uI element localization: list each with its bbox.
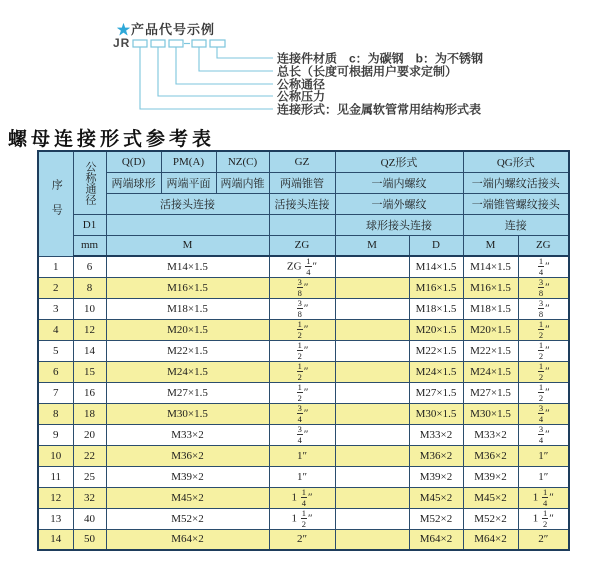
cell-qz_d: M18×1.5 [409, 298, 463, 319]
cell-qz_m [335, 424, 409, 445]
cell-qg_m: M20×1.5 [463, 319, 518, 340]
leader-line-length [199, 47, 273, 71]
table-title: 螺母连接形式参考表 [8, 129, 216, 150]
header-union-conn-2: 活接头连接 [269, 193, 335, 214]
cell-qg_zg: $\frac{1}{4}$ ″ [518, 256, 569, 277]
header-col-qz-m: M [335, 235, 409, 256]
header-group-nzc: NZ(C) [216, 151, 269, 172]
cell-qg_zg: $\frac{3}{8}$ ″ [518, 298, 569, 319]
table-row [38, 403, 569, 424]
cell-qz_d: M27×1.5 [409, 382, 463, 403]
cell-qz_m [335, 298, 409, 319]
cell-qg_zg: $\frac{3}{8}$ ″ [518, 277, 569, 298]
cell-no: 4 [38, 319, 73, 340]
cell-m: M30×1.5 [106, 403, 269, 424]
leader-line-diameter [176, 47, 273, 84]
header-qd-desc: 两端球形 [106, 172, 161, 193]
cell-qz_d: M30×1.5 [409, 403, 463, 424]
table-row [38, 529, 569, 550]
cell-dn: 50 [73, 529, 106, 550]
cell-qg_m: M14×1.5 [463, 256, 518, 277]
cell-qz_m [335, 319, 409, 340]
header-qz-desc2: 一端外螺纹 [335, 193, 463, 214]
cell-qz_d: M45×2 [409, 487, 463, 508]
cell-no: 12 [38, 487, 73, 508]
cell-qg_m: M22×1.5 [463, 340, 518, 361]
cell-qz_d: M64×2 [409, 529, 463, 550]
table-row [38, 466, 569, 487]
table-header [38, 151, 569, 256]
code-box-4 [192, 40, 206, 47]
cell-no: 11 [38, 466, 73, 487]
header-nominal-dia: 公称通径 [73, 151, 106, 214]
header-col-qg-m: M [463, 235, 518, 256]
code-box-5 [210, 40, 225, 47]
cell-dn: 8 [73, 277, 106, 298]
header-group-qz: QZ形式 [335, 151, 463, 172]
table-row [38, 256, 569, 277]
label-connection-form: 连接形式：见金属软管常用结构形式表 [277, 102, 482, 117]
header-col-qz-d: D [409, 235, 463, 256]
header-blank-zg [269, 214, 335, 235]
cell-m: M18×1.5 [106, 298, 269, 319]
cell-dn: 32 [73, 487, 106, 508]
cell-qg_zg: $\frac{1}{2}$ ″ [518, 319, 569, 340]
cell-qg_m: M33×2 [463, 424, 518, 445]
cell-qg_m: M36×2 [463, 445, 518, 466]
cell-qg_zg: $\frac{3}{4}$ ″ [518, 424, 569, 445]
header-col-zg: ZG [269, 235, 335, 256]
cell-qg_zg: $\frac{1}{2}$ ″ [518, 361, 569, 382]
table-row [38, 319, 569, 340]
table-row [38, 361, 569, 382]
cell-no: 10 [38, 445, 73, 466]
cell-qg_zg: 1 $\frac{1}{2}$ ″ [518, 508, 569, 529]
cell-zg: 1 $\frac{1}{2}$ ″ [269, 508, 335, 529]
cell-m: M45×2 [106, 487, 269, 508]
cell-qz_m [335, 403, 409, 424]
cell-dn: 40 [73, 508, 106, 529]
cell-zg: $\frac{3}{4}$ ″ [269, 424, 335, 445]
cell-no: 9 [38, 424, 73, 445]
table-row [38, 424, 569, 445]
cell-qg_zg: 2″ [518, 529, 569, 550]
cell-qg_m: M27×1.5 [463, 382, 518, 403]
cell-no: 7 [38, 382, 73, 403]
cell-qz_m [335, 466, 409, 487]
header-blank-m [106, 214, 269, 235]
header-group-gz: GZ [269, 151, 335, 172]
code-box-1 [133, 40, 147, 47]
cell-qg_m: M64×2 [463, 529, 518, 550]
cell-qg_zg: 1 $\frac{1}{4}$ ″ [518, 487, 569, 508]
cell-qg_zg: 1″ [518, 445, 569, 466]
cell-qz_d: M14×1.5 [409, 256, 463, 277]
header-qg-desc2: 一端锥管螺纹接头 [463, 193, 569, 214]
cell-qz_m [335, 277, 409, 298]
cell-qg_zg: $\frac{1}{2}$ ″ [518, 340, 569, 361]
cell-zg: $\frac{1}{2}$ ″ [269, 361, 335, 382]
leader-line-form [140, 47, 273, 109]
table-body [38, 256, 569, 550]
label-nominal-diameter: 公称通径 [277, 77, 326, 92]
cell-no: 5 [38, 340, 73, 361]
header-group-qg: QG形式 [463, 151, 569, 172]
header-ball-joint-conn: 球形接头连接 [335, 214, 463, 235]
cell-dn: 14 [73, 340, 106, 361]
cell-dn: 25 [73, 466, 106, 487]
cell-qg_m: M52×2 [463, 508, 518, 529]
header-union-conn-1: 活接头连接 [106, 193, 269, 214]
label-connector-material: 连接件材质 c：为碳钢 b：为不锈钢 [277, 51, 484, 66]
code-prefix: JR [113, 36, 131, 50]
cell-qz_d: M33×2 [409, 424, 463, 445]
cell-qg_m: M24×1.5 [463, 361, 518, 382]
cell-m: M33×2 [106, 424, 269, 445]
cell-zg: ZG $\frac{1}{4}$ ″ [269, 256, 335, 277]
cell-m: M52×2 [106, 508, 269, 529]
header-seq: 序号 [38, 151, 73, 256]
cell-no: 13 [38, 508, 73, 529]
table-row [38, 445, 569, 466]
code-box-2 [151, 40, 165, 47]
table-row [38, 340, 569, 361]
cell-dn: 16 [73, 382, 106, 403]
cell-qg_m: M18×1.5 [463, 298, 518, 319]
cell-qg_zg: $\frac{1}{2}$ ″ [518, 382, 569, 403]
cell-m: M27×1.5 [106, 382, 269, 403]
cell-qz_d: M16×1.5 [409, 277, 463, 298]
cell-zg: $\frac{3}{8}$ ″ [269, 277, 335, 298]
cell-zg: 1 $\frac{1}{4}$ ″ [269, 487, 335, 508]
table-row [38, 382, 569, 403]
nut-connection-table [37, 150, 570, 551]
header-col-m: M [106, 235, 269, 256]
cell-qz_m [335, 445, 409, 466]
cell-qz_d: M24×1.5 [409, 361, 463, 382]
cell-qz_d: M39×2 [409, 466, 463, 487]
star-icon: ★ [117, 22, 132, 37]
label-nominal-pressure: 公称压力 [277, 89, 326, 104]
cell-qg_m: M30×1.5 [463, 403, 518, 424]
cell-no: 2 [38, 277, 73, 298]
header-d1: D1 [73, 214, 106, 235]
cell-no: 8 [38, 403, 73, 424]
cell-m: M14×1.5 [106, 256, 269, 277]
cell-zg: 2″ [269, 529, 335, 550]
cell-qz_m [335, 487, 409, 508]
cell-m: M24×1.5 [106, 361, 269, 382]
cell-m: M20×1.5 [106, 319, 269, 340]
cell-qz_m [335, 508, 409, 529]
cell-zg: 1″ [269, 466, 335, 487]
table-row [38, 298, 569, 319]
cell-no: 14 [38, 529, 73, 550]
cell-m: M22×1.5 [106, 340, 269, 361]
cell-zg: $\frac{3}{8}$ ″ [269, 298, 335, 319]
header-group-qd: Q(D) [106, 151, 161, 172]
cell-qz_d: M22×1.5 [409, 340, 463, 361]
cell-dn: 22 [73, 445, 106, 466]
header-conn: 连接 [463, 214, 569, 235]
cell-dn: 10 [73, 298, 106, 319]
table-row [38, 277, 569, 298]
cell-qg_zg: 1″ [518, 466, 569, 487]
cell-qz_d: M52×2 [409, 508, 463, 529]
cell-qg_m: M16×1.5 [463, 277, 518, 298]
leader-line-material [217, 47, 273, 58]
cell-m: M39×2 [106, 466, 269, 487]
cell-qz_m [335, 340, 409, 361]
cell-zg: $\frac{1}{2}$ ″ [269, 340, 335, 361]
cell-dn: 20 [73, 424, 106, 445]
cell-m: M64×2 [106, 529, 269, 550]
cell-qg_zg: $\frac{3}{4}$ ″ [518, 403, 569, 424]
cell-no: 6 [38, 361, 73, 382]
cell-dn: 6 [73, 256, 106, 277]
cell-qz_m [335, 361, 409, 382]
header-qg-desc: 一端内螺纹活接头 [463, 172, 569, 193]
cell-m: M36×2 [106, 445, 269, 466]
cell-zg: $\frac{1}{2}$ ″ [269, 319, 335, 340]
header-mm: mm [73, 235, 106, 256]
code-boxes [133, 40, 225, 47]
label-total-length: 总长（长度可根据用户要求定制） [277, 64, 458, 79]
cell-qz_m [335, 529, 409, 550]
header-qz-desc: 一端内螺纹 [335, 172, 463, 193]
cell-dn: 12 [73, 319, 106, 340]
cell-qg_m: M45×2 [463, 487, 518, 508]
header-group-pma: PM(A) [161, 151, 216, 172]
cell-qz_d: M36×2 [409, 445, 463, 466]
cell-qz_m [335, 256, 409, 277]
table-row [38, 508, 569, 529]
cell-qg_m: M39×2 [463, 466, 518, 487]
leader-lines [140, 47, 273, 109]
cell-zg: 1″ [269, 445, 335, 466]
cell-qz_d: M20×1.5 [409, 319, 463, 340]
cell-dn: 15 [73, 361, 106, 382]
header-pma-desc: 两端平面 [161, 172, 216, 193]
cell-zg: $\frac{3}{4}$ ″ [269, 403, 335, 424]
table-row [38, 487, 569, 508]
cell-qz_m [335, 382, 409, 403]
cell-no: 3 [38, 298, 73, 319]
cell-dn: 18 [73, 403, 106, 424]
cell-zg: $\frac{1}{2}$ ″ [269, 382, 335, 403]
code-box-3 [169, 40, 183, 47]
cell-m: M16×1.5 [106, 277, 269, 298]
header-col-qg-zg: ZG [518, 235, 569, 256]
header-nzc-desc: 两端内锥 [216, 172, 269, 193]
header-gz-desc: 两端锥管 [269, 172, 335, 193]
diagram-title [117, 19, 215, 38]
cell-no: 1 [38, 256, 73, 277]
diagram-title-text: 产品代号示例 [131, 22, 216, 37]
